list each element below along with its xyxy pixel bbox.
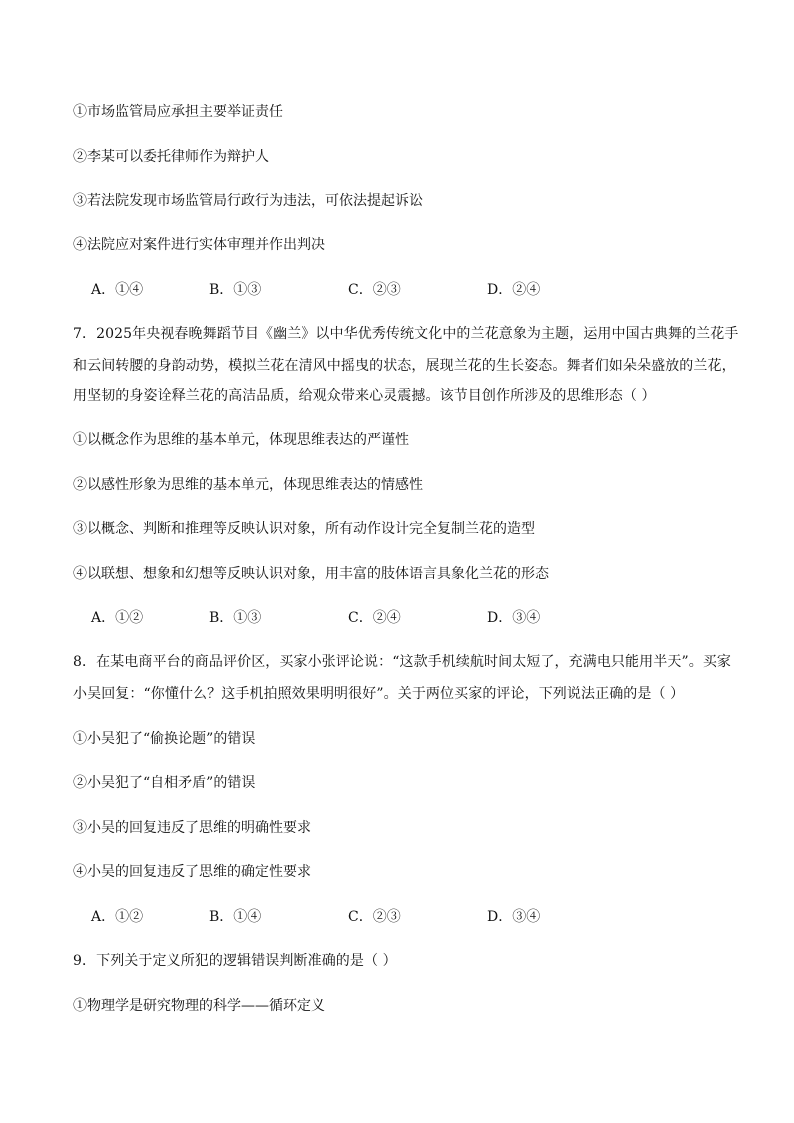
option-c[interactable]: C．②④ [348,610,401,626]
statement-7-2: ②以感性形象为思维的基本单元，体现思维表达的情感性 [73,477,423,493]
question-8-line-1: 8．在某电商平台的商品评价区，买家小张评论说：“这款手机续航时间太短了，充满电只能用半天”。买家 [73,654,732,670]
question-9-line-1: 9．下列关于定义所犯的逻辑错误判断准确的是（ ） [73,953,397,969]
statement-7-1: ①以概念作为思维的基本单元，体现思维表达的严谨性 [73,432,409,448]
option-a[interactable]: A．①② [91,610,144,626]
option-d[interactable]: D．③④ [487,909,541,925]
statement-6-4: ④法院应对案件进行实体审理并作出判决 [73,237,325,253]
statement-8-4: ④小吴的回复违反了思维的确定性要求 [73,864,311,880]
statement-8-1: ①小吴犯了“偷换论题”的错误 [73,731,256,747]
statement-6-3: ③若法院发现市场监管局行政行为违法，可依法提起诉讼 [73,193,423,209]
statement-8-2: ②小吴犯了“自相矛盾”的错误 [73,775,256,791]
statement-8-3: ③小吴的回复违反了思维的明确性要求 [73,820,311,836]
question-8-line-2: 小吴回复：“你懂什么？这手机拍照效果明明很好”。关于两位买家的评论，下列说法正确的是（ ） [73,686,685,702]
statement-7-3: ③以概念、判断和推理等反映认识对象，所有动作设计完全复制兰花的造型 [73,521,535,537]
option-c[interactable]: C．②③ [348,282,401,298]
option-a[interactable]: A．①④ [91,282,144,298]
option-d[interactable]: D．②④ [487,282,541,298]
statement-9-1: ①物理学是研究物理的科学——循环定义 [73,998,325,1014]
option-b[interactable]: B．①③ [209,282,262,298]
question-7-line-1: 7．2025年央视春晚舞蹈节目《幽兰》以中华优秀传统文化中的兰花意象为主题，运用中国古典舞的兰花手 [73,326,739,342]
question-7-line-3: 用坚韧的身姿诠释兰花的高洁品质，给观众带来心灵震撼。该节目创作所涉及的思维形态（ ） [73,388,656,404]
option-b[interactable]: B．①③ [209,610,262,626]
option-b[interactable]: B．①④ [209,909,262,925]
option-d[interactable]: D．③④ [487,610,541,626]
question-7-line-2: 和云间转腰的身韵动势，模拟兰花在清风中摇曳的状态，展现兰花的生长姿态。舞者们如朵朵盛放的兰花， [73,358,736,374]
option-a[interactable]: A．①② [91,909,144,925]
statement-7-4: ④以联想、想象和幻想等反映认识对象，用丰富的肢体语言具象化兰花的形态 [73,566,549,582]
option-c[interactable]: C．②③ [348,909,401,925]
statement-6-1: ①市场监管局应承担主要举证责任 [73,104,283,120]
statement-6-2: ②李某可以委托律师作为辩护人 [73,149,269,165]
